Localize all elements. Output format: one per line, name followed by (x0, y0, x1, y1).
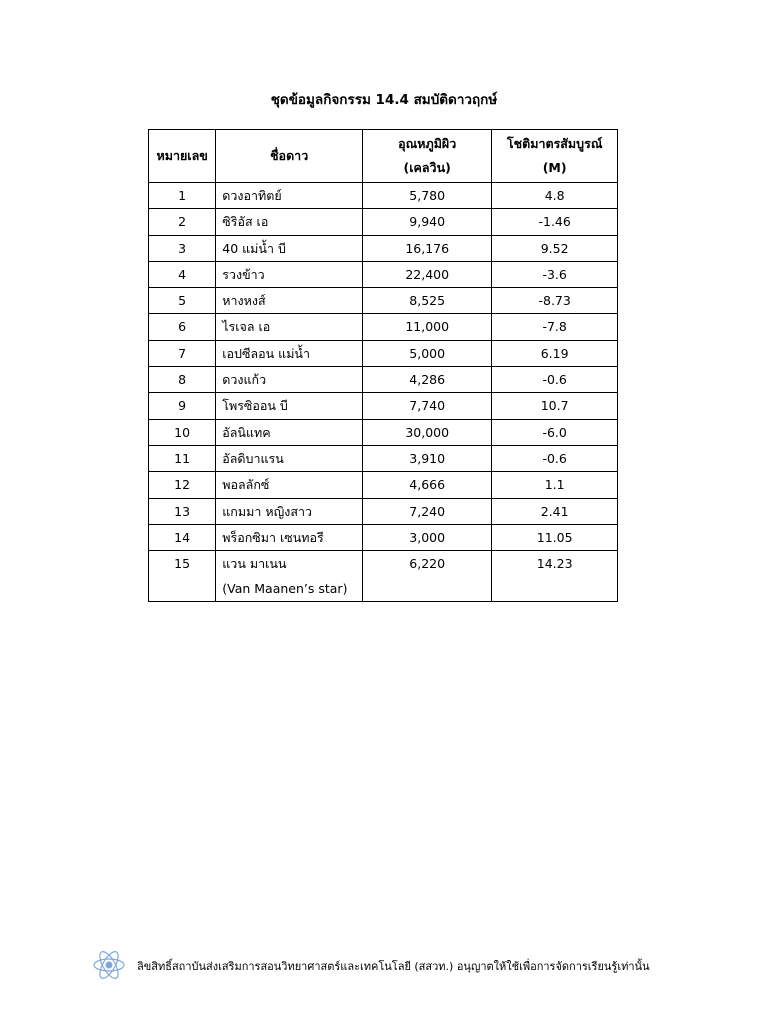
header-surface-temperature (363, 130, 492, 183)
table-row (149, 209, 618, 235)
copyright-footer (92, 948, 692, 982)
cell-number: 5 (149, 288, 216, 314)
cell-surface-temperature: 16,176 (363, 235, 492, 261)
header-magnitude-label: โชติมาตรสัมบูรณ์ (506, 136, 603, 151)
cell-absolute-magnitude: 9.52 (492, 235, 618, 261)
cell-absolute-magnitude: 2.41 (492, 498, 618, 524)
table-row (149, 261, 618, 287)
table-body (149, 183, 618, 602)
cell-star-name: เอปซีลอน แม่น้ำ (216, 340, 363, 366)
star-name-english: (Van Maanen’s star) (222, 581, 348, 597)
table-row (149, 445, 618, 471)
cell-star-name: ซิริอัส เอ (216, 209, 363, 235)
cell-star-name: โพรซิออน บี (216, 393, 363, 419)
cell-star-name: ดวงแก้ว (216, 367, 363, 393)
cell-star-name: อัลนิแทค (216, 419, 363, 445)
cell-absolute-magnitude: -0.6 (492, 445, 618, 471)
cell-absolute-magnitude: -0.6 (492, 367, 618, 393)
cell-surface-temperature: 30,000 (363, 419, 492, 445)
table-row (149, 288, 618, 314)
cell-surface-temperature: 4,286 (363, 367, 492, 393)
cell-absolute-magnitude: 10.7 (492, 393, 618, 419)
cell-number: 12 (149, 472, 216, 498)
cell-star-name: 40 แม่น้ำ บี (216, 235, 363, 261)
cell-number: 8 (149, 367, 216, 393)
cell-number: 14 (149, 524, 216, 550)
cell-surface-temperature: 4,666 (363, 472, 492, 498)
table-row (149, 498, 618, 524)
cell-surface-temperature: 8,525 (363, 288, 492, 314)
header-magnitude-unit: (M) (542, 160, 567, 175)
cell-surface-temperature: 3,000 (363, 524, 492, 550)
cell-star-name: ไรเจล เอ (216, 314, 363, 340)
cell-surface-temperature: 22,400 (363, 261, 492, 287)
cell-number: 9 (149, 393, 216, 419)
table-row (149, 393, 618, 419)
cell-surface-temperature: 7,240 (363, 498, 492, 524)
cell-absolute-magnitude: -7.8 (492, 314, 618, 340)
star-properties-table (148, 129, 618, 602)
cell-star-name: อัลดิบาแรน (216, 445, 363, 471)
table-row (149, 472, 618, 498)
cell-star-name: หางหงส์ (216, 288, 363, 314)
cell-number: 2 (149, 209, 216, 235)
cell-surface-temperature: 9,940 (363, 209, 492, 235)
cell-star-name: แกมมา หญิงสาว (216, 498, 363, 524)
table-row (149, 367, 618, 393)
cell-surface-temperature: 11,000 (363, 314, 492, 340)
table-row (149, 314, 618, 340)
table-row (149, 551, 618, 602)
header-temperature-unit: (เคลวิน) (403, 160, 451, 175)
table-row (149, 419, 618, 445)
header-star-name: ชื่อดาว (216, 130, 363, 183)
header-absolute-magnitude (492, 130, 618, 183)
cell-absolute-magnitude: -6.0 (492, 419, 618, 445)
cell-surface-temperature: 5,780 (363, 183, 492, 209)
cell-absolute-magnitude: 1.1 (492, 472, 618, 498)
cell-surface-temperature: 7,740 (363, 393, 492, 419)
cell-absolute-magnitude: 11.05 (492, 524, 618, 550)
cell-number: 1 (149, 183, 216, 209)
document-title: ชุดข้อมูลกิจกรรม 14.4 สมบัติดาวฤกษ์ (270, 92, 498, 108)
cell-star-name: รวงข้าว (216, 261, 363, 287)
header-temperature-label: อุณหภูมิผิว (398, 136, 457, 151)
table-row (149, 235, 618, 261)
cell-star-name: พอลลักซ์ (216, 472, 363, 498)
cell-absolute-magnitude: -8.73 (492, 288, 618, 314)
copyright-text: ลิขสิทธิ์สถาบันส่งเสริมการสอนวิทยาศาสตร์และเทคโนโลยี (สสวท.) อนุญาตให้ใช้เพื่อการจัดการเรียนรู้เท่านั้น (137, 960, 650, 973)
star-name-thai: แวน มาเนน (222, 556, 287, 572)
cell-star-name: พร็อกซิมา เซนทอรี (216, 524, 363, 550)
cell-surface-temperature: 6,220 (363, 551, 492, 602)
cell-number: 3 (149, 235, 216, 261)
table-row (149, 524, 618, 550)
cell-number: 11 (149, 445, 216, 471)
cell-surface-temperature: 3,910 (363, 445, 492, 471)
cell-absolute-magnitude: 14.23 (492, 551, 618, 602)
ipst-logo-icon (92, 948, 126, 982)
table-header-row (149, 130, 618, 183)
cell-star-name: ดวงอาทิตย์ (216, 183, 363, 209)
table-row (149, 183, 618, 209)
cell-absolute-magnitude: 4.8 (492, 183, 618, 209)
cell-surface-temperature: 5,000 (363, 340, 492, 366)
cell-absolute-magnitude: -1.46 (492, 209, 618, 235)
cell-number: 13 (149, 498, 216, 524)
header-number: หมายเลข (149, 130, 216, 183)
cell-number: 7 (149, 340, 216, 366)
cell-number: 15 (149, 551, 216, 602)
cell-number: 4 (149, 261, 216, 287)
cell-star-name (216, 551, 363, 602)
cell-number: 6 (149, 314, 216, 340)
table-row (149, 340, 618, 366)
cell-absolute-magnitude: 6.19 (492, 340, 618, 366)
cell-number: 10 (149, 419, 216, 445)
cell-absolute-magnitude: -3.6 (492, 261, 618, 287)
